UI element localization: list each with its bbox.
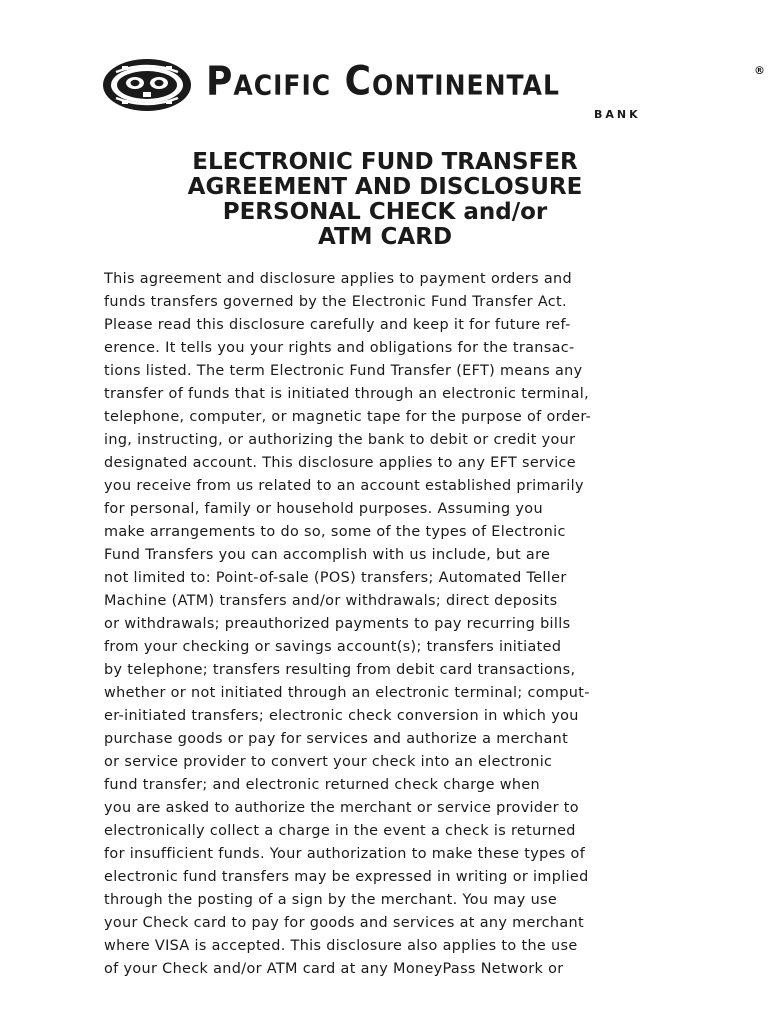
body-line: whether or not initiated through an electronic terminal; comput- [104,685,590,701]
registered-mark: ® [754,64,765,77]
body-line: purchase goods or pay for services and authorize a merchant [104,731,569,747]
body-line: erence. It tells you your rights and obligations for the transac- [104,340,575,356]
body-line: tions listed. The term Electronic Fund Transfer (EFT) means any [104,363,583,379]
title-line: AGREEMENT AND DISCLOSURE [187,174,583,200]
body-line: fund transfer; and electronic returned check charge when [104,777,540,793]
body-line: electronically collect a charge in the event a check is returned [104,823,576,839]
body-line: from your checking or savings account(s); transfers initiated [104,639,562,655]
body-line: funds transfers governed by the Electronic Fund Transfer Act. [104,294,567,310]
brand-subtitle: BANK [594,108,641,121]
body-line: er-initiated transfers; electronic check conversion in which you [104,708,579,724]
body-line: Machine (ATM) transfers and/or withdrawals; direct deposits [104,593,558,609]
body-line: make arrangements to do so, some of the types of Electronic [104,524,566,540]
body-line: Fund Transfers you can accomplish with us include, but are [104,547,551,563]
body-line: for insufficient funds. Your authorization to make these types of [104,846,586,862]
body-line: where VISA is accepted. This disclosure also applies to the use [104,938,578,954]
pacific-continental-logo-icon [102,58,192,112]
disclosure-body [104,268,694,981]
body-line: transfer of funds that is initiated through an electronic terminal, [104,386,590,402]
title-line: PERSONAL CHECK and/or [222,199,548,225]
body-line: or service provider to convert your check into an electronic [104,754,553,770]
body-line: ing, instructing, or authorizing the bank to debit or credit your [104,432,576,448]
body-line: This agreement and disclosure applies to payment orders and [104,271,572,287]
title-line: ATM CARD [317,224,453,250]
body-line: or withdrawals; preauthorized payments to pay recurring bills [104,616,571,632]
title-line: ELECTRONIC FUND TRANSFER [192,149,578,175]
body-line: you receive from us related to an account established primarily [104,478,584,494]
document-title [0,150,770,250]
body-line: of your Check and/or ATM card at any MoneyPass Network or [104,961,564,977]
body-line: for personal, family or household purposes. Assuming you [104,501,543,517]
body-line: telephone, computer, or magnetic tape for the purpose of order- [104,409,592,425]
body-line: not limited to: Point-of-sale (POS) transfers; Automated Teller [104,570,567,586]
bank-logo [102,58,765,122]
body-line: by telephone; transfers resulting from debit card transactions, [104,662,576,678]
brand-name: Pacific Continental [206,58,560,105]
body-line: through the posting of a sign by the merchant. You may use [104,892,558,908]
body-line: you are asked to authorize the merchant or service provider to [104,800,579,816]
body-line: Please read this disclosure carefully and keep it for future ref- [104,317,571,333]
body-line: designated account. This disclosure applies to any EFT service [104,455,577,471]
body-line: your Check card to pay for goods and services at any merchant [104,915,585,931]
body-line: electronic fund transfers may be expressed in writing or implied [104,869,589,885]
